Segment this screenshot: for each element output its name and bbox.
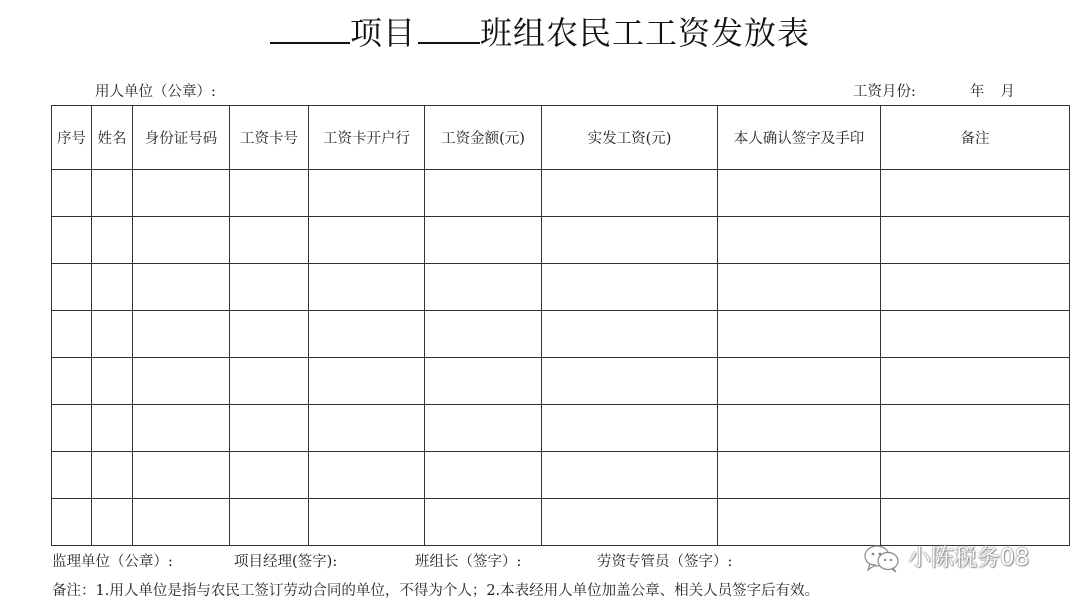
- table-cell[interactable]: [309, 217, 425, 264]
- table-cell[interactable]: [52, 499, 92, 546]
- year-label: 年: [969, 84, 985, 100]
- table-row: [52, 170, 1070, 217]
- table-cell[interactable]: [309, 264, 425, 311]
- table-cell[interactable]: [542, 358, 718, 405]
- column-header-actual-wage: 实发工资(元): [542, 106, 718, 170]
- table-cell[interactable]: [718, 170, 881, 217]
- table-cell[interactable]: [718, 499, 881, 546]
- table-cell[interactable]: [718, 264, 881, 311]
- table-row: [52, 499, 1070, 546]
- table-cell[interactable]: [92, 170, 133, 217]
- table-cell[interactable]: [230, 405, 309, 452]
- table-cell[interactable]: [133, 311, 230, 358]
- table-cell[interactable]: [92, 217, 133, 264]
- table-cell[interactable]: [230, 499, 309, 546]
- table-cell[interactable]: [92, 311, 133, 358]
- table-cell[interactable]: [133, 405, 230, 452]
- table-cell[interactable]: [133, 217, 230, 264]
- table-cell[interactable]: [425, 264, 542, 311]
- table-cell[interactable]: [133, 264, 230, 311]
- table-cell[interactable]: [230, 311, 309, 358]
- table-cell[interactable]: [230, 358, 309, 405]
- table-cell[interactable]: [52, 452, 92, 499]
- table-cell[interactable]: [52, 358, 92, 405]
- table-cell[interactable]: [92, 452, 133, 499]
- table-cell[interactable]: [425, 358, 542, 405]
- table-cell[interactable]: [133, 499, 230, 546]
- table-cell[interactable]: [881, 499, 1070, 546]
- project-manager-signature-label: 项目经理(签字):: [234, 554, 338, 570]
- table-cell[interactable]: [133, 452, 230, 499]
- table-cell[interactable]: [881, 452, 1070, 499]
- wage-payment-table: [51, 105, 1070, 546]
- labor-officer-signature-label: 劳资专管员（签字）:: [597, 554, 733, 570]
- team-name-blank: [418, 8, 480, 44]
- watermark: [862, 543, 1029, 573]
- table-row: [52, 405, 1070, 452]
- table-cell[interactable]: [92, 264, 133, 311]
- supervisor-signature-label: 监理单位（公章）:: [52, 554, 173, 570]
- table-row: [52, 264, 1070, 311]
- column-header-index: 序号: [52, 106, 92, 170]
- table-cell[interactable]: [881, 311, 1070, 358]
- team-leader-signature-label: 班组长（签字）:: [415, 554, 522, 570]
- table-row: [52, 311, 1070, 358]
- table-row: [52, 358, 1070, 405]
- table-cell[interactable]: [425, 170, 542, 217]
- project-name-blank: [270, 8, 350, 44]
- table-cell[interactable]: [542, 405, 718, 452]
- table-cell[interactable]: [52, 170, 92, 217]
- table-cell[interactable]: [881, 170, 1070, 217]
- wage-month-label: 工资月份:: [853, 84, 916, 100]
- column-header-name: 姓名: [92, 106, 133, 170]
- table-cell[interactable]: [718, 217, 881, 264]
- table-cell[interactable]: [542, 217, 718, 264]
- table-cell[interactable]: [52, 311, 92, 358]
- wage-month-field: [853, 82, 1015, 102]
- table-cell[interactable]: [92, 499, 133, 546]
- table-cell[interactable]: [542, 264, 718, 311]
- table-cell[interactable]: [881, 217, 1070, 264]
- table-row: [52, 452, 1070, 499]
- table-cell[interactable]: [881, 358, 1070, 405]
- table-cell[interactable]: [425, 499, 542, 546]
- table-cell[interactable]: [425, 405, 542, 452]
- month-unit-label: 月: [1000, 84, 1015, 100]
- table-cell[interactable]: [309, 358, 425, 405]
- column-header-bank: 工资卡开户行: [309, 106, 425, 170]
- document-title: [0, 8, 1080, 55]
- table-cell[interactable]: [309, 311, 425, 358]
- column-header-remarks: 备注: [881, 106, 1070, 170]
- wechat-icon: [862, 543, 902, 573]
- table-cell[interactable]: [52, 405, 92, 452]
- table-cell[interactable]: [718, 358, 881, 405]
- employer-label: 用人单位（公章）:: [95, 84, 216, 100]
- signature-line: [52, 552, 732, 572]
- table-cell[interactable]: [425, 217, 542, 264]
- table-cell[interactable]: [230, 264, 309, 311]
- table-cell[interactable]: [881, 405, 1070, 452]
- title-project-word: 项目: [349, 14, 416, 52]
- table-cell[interactable]: [425, 311, 542, 358]
- table-cell[interactable]: [309, 499, 425, 546]
- table-cell[interactable]: [52, 264, 92, 311]
- column-header-card-number: 工资卡号: [230, 106, 309, 170]
- table-cell[interactable]: [230, 217, 309, 264]
- table-cell[interactable]: [542, 311, 718, 358]
- table-cell[interactable]: [309, 170, 425, 217]
- title-main-text: 班组农民工工资发放表: [480, 14, 811, 52]
- table-row: [52, 217, 1070, 264]
- table-cell[interactable]: [133, 170, 230, 217]
- table-cell[interactable]: [425, 452, 542, 499]
- table-cell[interactable]: [92, 358, 133, 405]
- table-cell[interactable]: [542, 452, 718, 499]
- table-cell[interactable]: [542, 499, 718, 546]
- remarks-note: 备注：1.用人单位是指与农民工签订劳动合同的单位，不得为个人；2.本表经用人单位加盖公章、相关人员签字后有效。: [52, 583, 820, 599]
- table-cell[interactable]: [881, 264, 1070, 311]
- column-header-signature: 本人确认签字及手印: [718, 106, 881, 170]
- table-cell[interactable]: [230, 170, 309, 217]
- table-cell[interactable]: [230, 452, 309, 499]
- table-cell[interactable]: [718, 405, 881, 452]
- watermark-text: 小陈税务08: [908, 545, 1030, 571]
- table-cell[interactable]: [542, 170, 718, 217]
- table-cell[interactable]: [52, 217, 92, 264]
- column-header-id-number: 身份证号码: [133, 106, 230, 170]
- table-cell[interactable]: [309, 452, 425, 499]
- table-cell[interactable]: [309, 405, 425, 452]
- table-cell[interactable]: [718, 452, 881, 499]
- table-cell[interactable]: [718, 311, 881, 358]
- table-header-row: [52, 106, 1070, 170]
- table-cell[interactable]: [92, 405, 133, 452]
- table-cell[interactable]: [133, 358, 230, 405]
- column-header-wage-amount: 工资金额(元): [425, 106, 542, 170]
